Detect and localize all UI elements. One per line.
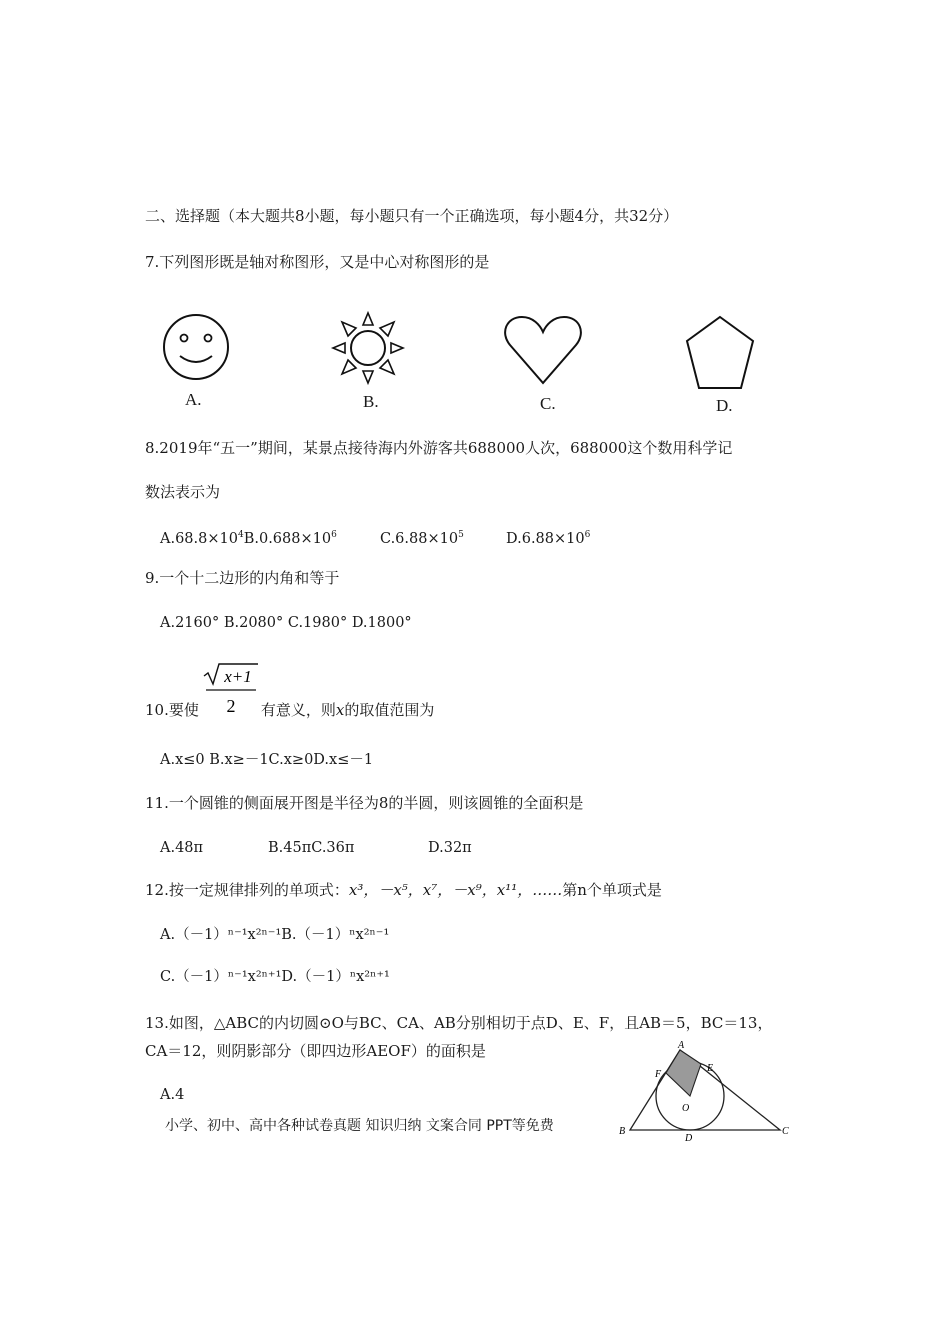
sun-icon xyxy=(333,313,403,383)
question-8-option-a: $A.68.8\times 10^4B.0.688\times 10^6$ xyxy=(160,530,337,547)
svg-text:D: D xyxy=(685,1133,693,1144)
svg-text:2: 2 xyxy=(226,696,236,716)
heart-icon xyxy=(505,317,581,383)
footer-promo-text: 小学、初中、高中各种试卷真题 知识归纳 文案合同 PPT等免费 xyxy=(165,1118,554,1134)
question-10-options: A.x≤0 B.x≥－1C.x≥0D.x≤－1 xyxy=(160,752,374,768)
question-8-option-c: $C.6.88\times 10^5$ xyxy=(380,530,464,547)
triangle-incircle-figure xyxy=(610,1040,800,1145)
svg-text:F: F xyxy=(655,1069,662,1080)
question-12-stem: 12.按一定规律排列的单项式：x³，－x⁵，x⁷，－x⁹，x¹¹，……第n个单项式是 xyxy=(145,881,662,899)
question-7-stem: 7.下列图形既是轴对称图形，又是中心对称图形的是 xyxy=(145,253,490,271)
question-11-option-bc: B.45πC.36π xyxy=(268,840,355,856)
question-13-stem-line2: CA＝12，则阴影部分（即四边形AEOF）的面积是 xyxy=(145,1042,486,1060)
question-11-stem: 11.一个圆锥的侧面展开图是半径为8的半圆，则该圆锥的全面积是 xyxy=(145,794,584,812)
svg-text:B: B xyxy=(619,1126,626,1137)
question-13-option-a: A.4 xyxy=(160,1087,185,1103)
svg-text:E: E xyxy=(707,1063,714,1074)
question-11-option-d: D.32π xyxy=(428,840,472,856)
smiley-face-icon xyxy=(164,315,228,379)
svg-text:O: O xyxy=(682,1103,690,1114)
question-7-figures xyxy=(150,300,810,420)
question-11-option-a: A.48π xyxy=(160,840,204,856)
question-9-options: A.2160° B.2080° C.1980° D.1800° xyxy=(160,615,412,631)
svg-text:C: C xyxy=(782,1126,789,1137)
section-title: 二、选择题（本大题共8小题，每小题只有一个正确选项，每小题4分，共32分） xyxy=(145,207,679,225)
option-c-label: C. xyxy=(540,394,556,413)
question-9-stem: 9.一个十二边形的内角和等于 xyxy=(145,569,340,587)
option-d-label: D. xyxy=(716,396,733,415)
question-8-option-d: $D.6.88\times 10^6$ xyxy=(506,530,591,547)
option-b-label: B. xyxy=(363,392,379,411)
svg-text:x+1: x+1 xyxy=(224,667,252,686)
option-a-label: A. xyxy=(185,390,202,409)
question-12-options-row2: C.（－1）ⁿ⁻¹x²ⁿ⁺¹D.（－1）ⁿx²ⁿ⁺¹ xyxy=(160,969,390,985)
pentagon-icon xyxy=(687,317,753,388)
question-8-stem-line2: 数法表示为 xyxy=(145,483,221,501)
question-12-options-row1: A.（－1）ⁿ⁻¹x²ⁿ⁻¹B.（－1）ⁿx²ⁿ⁻¹ xyxy=(160,927,390,943)
question-13-stem-line1: 13.如图，△ABC的内切圆⊙O与BC、CA、AB分别相切于点D、E、F，且AB＝5，BC＝13， xyxy=(145,1014,773,1032)
question-8-stem-line1: 8.2019年“五一”期间，某景点接待海内外游客共688000人次，688000这个数用科学记 xyxy=(145,439,733,457)
svg-text:A: A xyxy=(678,1040,685,1051)
question-10-stem: 10.要使 有意义，则x的取值范围为 xyxy=(145,701,435,719)
